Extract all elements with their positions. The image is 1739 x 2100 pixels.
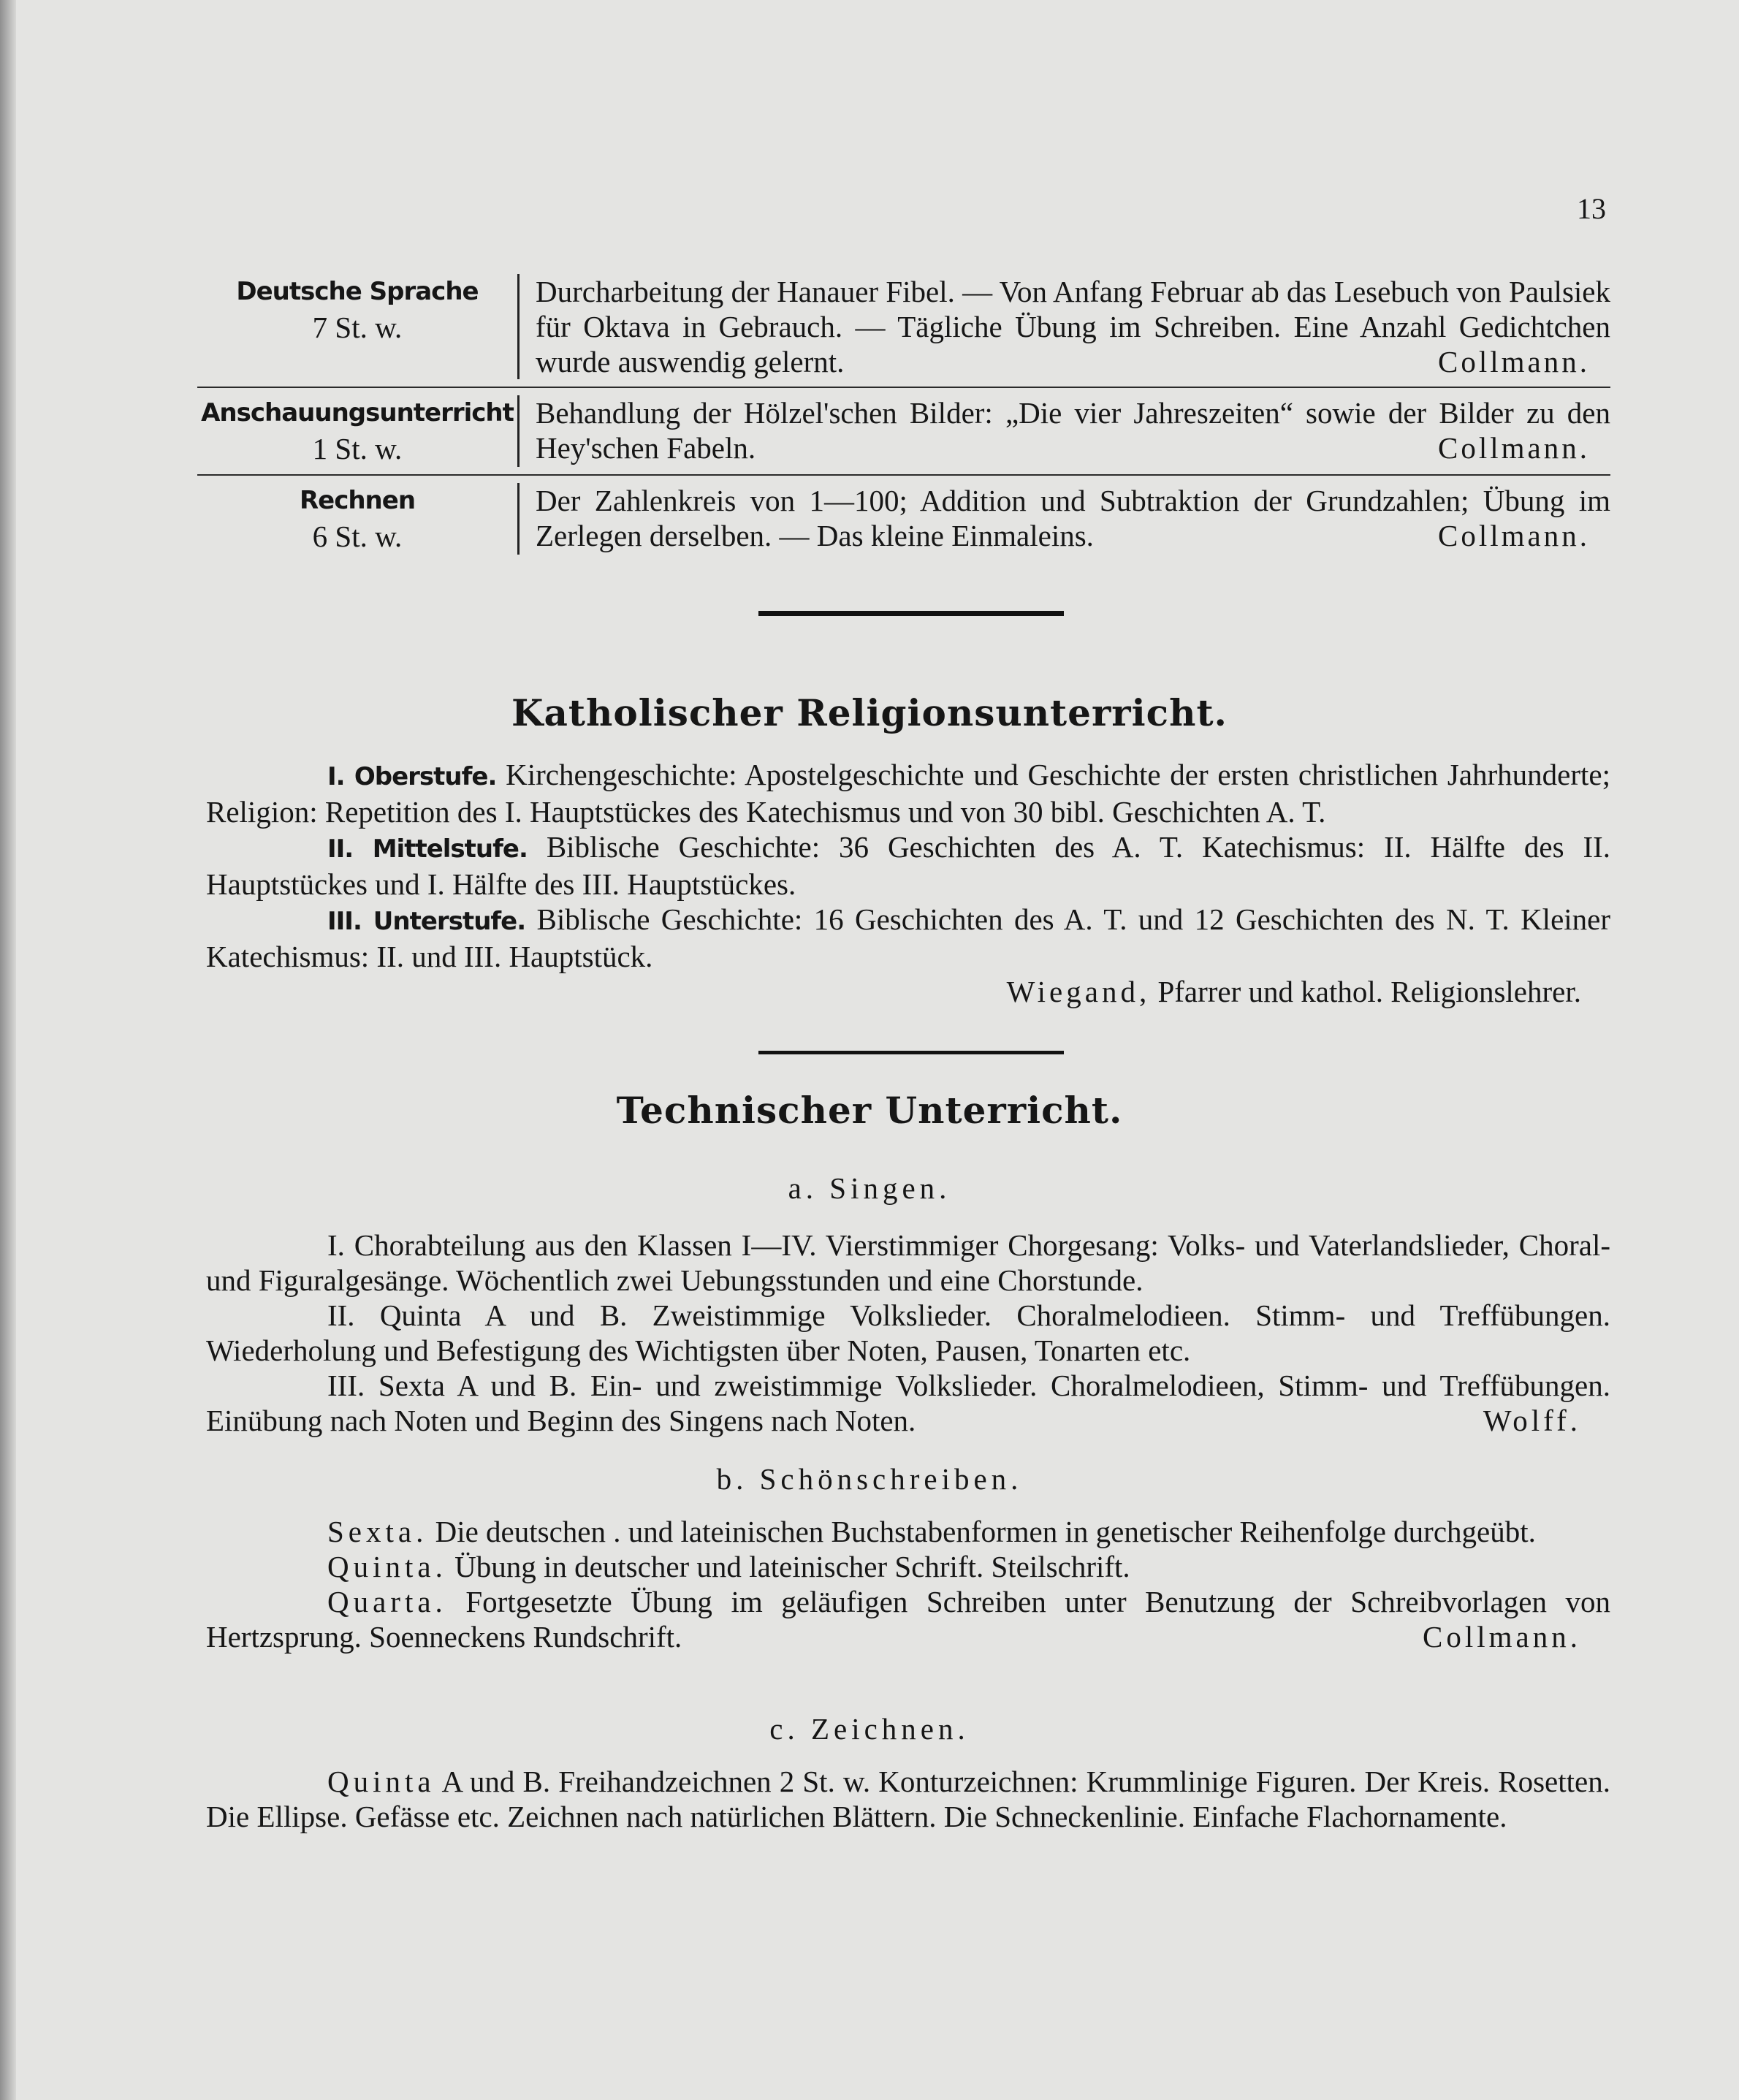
teacher-signature: Collmann.	[1438, 519, 1590, 552]
subject-name: Rechnen	[299, 486, 416, 515]
subject-hours: 1 St. w.	[312, 432, 403, 465]
subject-hours: 6 St. w.	[312, 520, 403, 553]
drawing-subheading: c. Zeichnen.	[769, 1712, 970, 1746]
level-text: Biblische Geschichte: 16 Geschichten des A. T. und 12 Geschichten des N. T. Kleiner Katechismus: II. und III. Hauptstück.	[206, 902, 1611, 973]
subject-name: Deutsche Sprache	[236, 277, 479, 306]
singing-item	[206, 1368, 1610, 1438]
class-label: Quarta.	[327, 1585, 447, 1618]
singing-item-text: III. Sexta A und B. Ein- und zweistimmige Volkslieder. Choralmelodieen, Stimm- und Treffübungen. Einübung nach Noten und Beginn des Singens nach Noten.	[206, 1369, 1610, 1437]
singing-item: II. Quinta A und B. Zweistimmige Volkslieder. Choralmelodieen. Stimm- und Treffübungen. Wiederholung und Befestigung des Wichtigsten über Noten, Pausen, Tonarten etc.	[206, 1298, 1610, 1367]
content-cell	[517, 395, 1610, 467]
section-divider	[758, 611, 1064, 616]
writing-item	[206, 1549, 1610, 1584]
page-number: 13	[1577, 192, 1606, 225]
writing-text: Fortgesetzte Übung im geläufigen Schreiben unter Benutzung der Schreibvorlagen von Hertzsprung. Soenneckens Rundschrift.	[206, 1585, 1610, 1654]
teacher-signature: Wolff.	[1483, 1404, 1581, 1437]
content-cell	[517, 274, 1610, 379]
level-text: Biblische Geschichte: 36 Geschichten des A. T. Katechismus: II. Hälfte des II. Hauptstückes und I. Hälfte des III. Hauptstückes.	[206, 830, 1611, 901]
writing-item	[206, 1514, 1610, 1549]
writing-subheading: b. Schönschreiben.	[716, 1462, 1023, 1496]
religion-signature	[206, 974, 1581, 1009]
drawing-item	[206, 1764, 1610, 1834]
subject-name: Anschauungsunterricht	[201, 398, 514, 427]
subject-hours: 7 St. w.	[312, 311, 403, 344]
content-cell	[517, 483, 1610, 555]
teacher-signature: Collmann.	[1438, 345, 1590, 378]
writing-item	[206, 1584, 1610, 1654]
table-row	[197, 474, 1610, 560]
class-label: Quinta.	[327, 1550, 447, 1583]
table-row	[197, 387, 1610, 474]
drawing-text: A und B. Freihandzeichnen 2 St. w. Konturzeichnen: Krummlinige Figuren. Der Kreis. Rosetten. Die Ellipse. Gefässe etc. Zeichnen nach natürlichen Blättern. Die Schneckenlinie. Einfache Flachornamente.	[206, 1765, 1610, 1833]
content-text: Der Zahlenkreis von 1—100; Addition und Subtraktion der Grundzahlen; Übung im Zerlegen derselben. — Das kleine Einmaleins.	[536, 484, 1610, 552]
singing-item: I. Chorabteilung aus den Klassen I—IV. Vierstimmiger Chorgesang: Volks- und Vaterlandslieder, Choral- und Figuralgesänge. Wöchentlich zwei Uebungsstunden und eine Chorstunde.	[206, 1228, 1610, 1297]
level-label: II. Mittelstufe.	[327, 834, 528, 864]
content-text: Durcharbeitung der Hanauer Fibel. — Von Anfang Februar ab das Lesebuch von Paulsiek für Oktava in Gebrauch. — Tägliche Übung im Schreiben. Eine Anzahl Gedichtchen wurde auswendig gelernt.	[536, 275, 1610, 378]
level-label: I. Oberstufe.	[327, 762, 497, 791]
level-text: Kirchengeschichte: Apostelgeschichte und Geschichte der ersten christlichen Jahrhunderte; Religion: Repetition des I. Hauptstückes des Katechismus und von 30 bibl. Geschichten A. T.	[206, 758, 1611, 829]
teacher-signature: Collmann.	[1438, 431, 1590, 465]
signature-name: Wiegand,	[1006, 975, 1151, 1008]
table-row	[197, 274, 1610, 387]
writing-section	[206, 1514, 1610, 1654]
class-label: Quinta	[327, 1765, 435, 1798]
writing-text: Die deutschen . und lateinischen Buchstabenformen in genetischer Reihenfolge durchgeübt.	[435, 1515, 1536, 1548]
religion-item	[206, 902, 1610, 974]
curriculum-table	[197, 274, 1610, 560]
religion-item	[206, 829, 1610, 902]
page-left-edge	[0, 0, 16, 2100]
religion-section	[206, 757, 1610, 1009]
subject-cell	[197, 274, 517, 379]
content-text: Behandlung der Hölzel'schen Bilder: „Die vier Jahreszeiten“ sowie der Bilder zu den Hey'schen Fabeln.	[536, 396, 1610, 465]
religion-heading: Katholischer Religionsunterricht.	[511, 691, 1228, 734]
singing-subheading: a. Singen.	[788, 1171, 951, 1205]
class-label: Sexta.	[327, 1515, 428, 1548]
subject-cell	[197, 483, 517, 555]
section-divider	[758, 1051, 1064, 1054]
level-label: III. Unterstufe.	[327, 907, 526, 936]
writing-text: Übung in deutscher und lateinischer Schrift. Steilschrift.	[454, 1550, 1130, 1583]
singing-section	[206, 1228, 1610, 1438]
signature-title: Pfarrer und kathol. Religionslehrer.	[1157, 975, 1581, 1008]
drawing-section	[206, 1764, 1610, 1834]
technical-heading: Technischer Unterricht.	[616, 1089, 1123, 1132]
subject-cell	[197, 395, 517, 467]
religion-item	[206, 757, 1610, 829]
teacher-signature: Collmann.	[1423, 1620, 1581, 1654]
